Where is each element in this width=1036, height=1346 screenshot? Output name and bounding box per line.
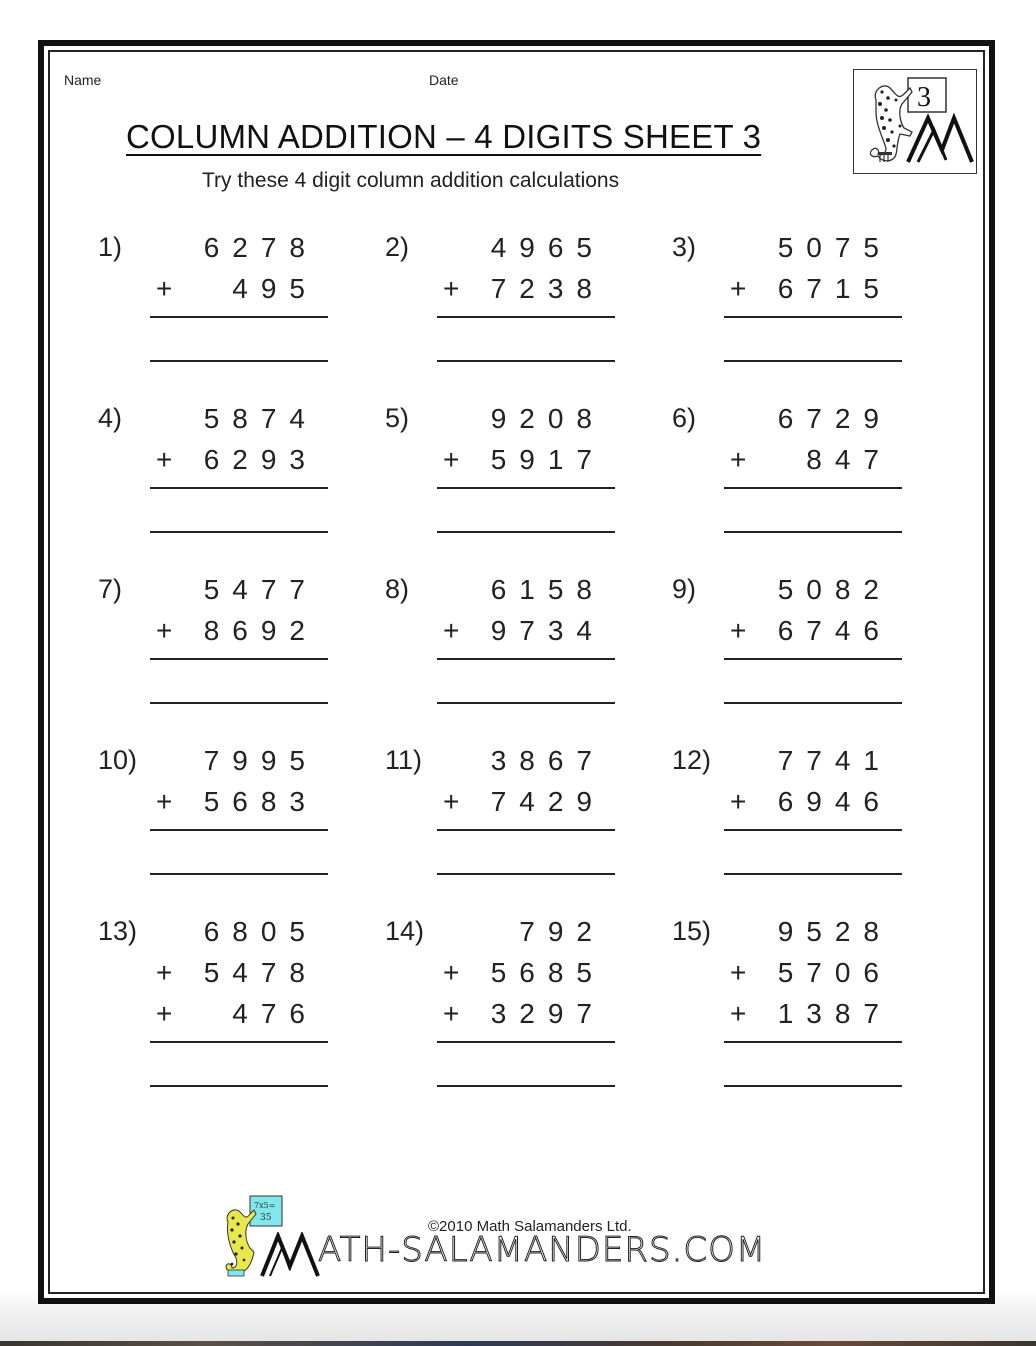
problem-9	[672, 574, 932, 734]
sheet-number: 3	[917, 82, 931, 113]
sum-rule	[724, 1041, 902, 1043]
plus-sign: +	[730, 957, 747, 988]
plus-sign: +	[156, 615, 173, 646]
addend-row-plus	[150, 957, 326, 991]
problem-14	[385, 916, 645, 1076]
worksheet-inner-border	[48, 50, 985, 1294]
addend-row-plus	[724, 273, 900, 307]
sum-rule	[437, 316, 615, 318]
addend-value: 6746	[777, 615, 892, 646]
answer-line[interactable]	[724, 702, 902, 704]
problem-10	[98, 745, 358, 905]
answer-line[interactable]	[150, 873, 328, 875]
addend-row-plus	[150, 786, 326, 820]
addend-value: 9528	[777, 916, 892, 947]
problem-number: 11)	[385, 745, 423, 775]
addend-row	[150, 745, 326, 779]
sum-rule	[150, 829, 328, 831]
plus-sign: +	[443, 273, 460, 304]
addend-row	[150, 574, 326, 608]
addend-value: 3297	[490, 998, 605, 1029]
page-subtitle: Try these 4 digit column addition calculations	[202, 169, 620, 192]
problem-number: 4)	[98, 403, 123, 433]
copyright-text: ©2010 Math Salamanders Ltd.	[428, 1218, 632, 1235]
sum-rule	[437, 1041, 615, 1043]
addend-row-plus	[724, 615, 900, 649]
addend-row-plus	[437, 444, 613, 478]
plus-sign: +	[730, 998, 747, 1029]
problem-number: 10)	[98, 745, 138, 775]
addend-value: 4965	[490, 232, 605, 263]
problem-12	[672, 745, 932, 905]
addend-value: 8692	[203, 615, 318, 646]
addend-row	[724, 232, 900, 266]
problem-13	[98, 916, 358, 1076]
addend-value: 7741	[777, 745, 892, 776]
answer-line[interactable]	[437, 873, 615, 875]
sum-rule	[437, 829, 615, 831]
addend-row-plus	[437, 273, 613, 307]
problem-number: 9)	[672, 574, 697, 604]
sum-rule	[150, 487, 328, 489]
addend-row	[150, 916, 326, 950]
addend-row-plus	[150, 273, 326, 307]
addend-value: 7238	[490, 273, 605, 304]
plus-sign: +	[730, 786, 747, 817]
salamander-easel-icon	[854, 70, 976, 173]
addend-row-plus	[437, 998, 613, 1032]
problem-3	[672, 232, 932, 392]
plus-sign: +	[730, 273, 747, 304]
plus-sign: +	[443, 957, 460, 988]
sheet-number-logo	[853, 69, 977, 174]
addend-value: 847	[806, 444, 892, 475]
problem-number: 6)	[672, 403, 697, 433]
addend-value: 5477	[203, 574, 318, 605]
problem-number: 8)	[385, 574, 410, 604]
addend-value: 5874	[203, 403, 318, 434]
addend-row	[150, 403, 326, 437]
addend-row-plus	[437, 615, 613, 649]
page-title: COLUMN ADDITION – 4 DIGITS SHEET 3	[126, 118, 762, 155]
sum-rule	[150, 316, 328, 318]
addend-value: 5683	[203, 786, 318, 817]
addend-value: 5685	[490, 957, 605, 988]
background-strip	[0, 1341, 1036, 1346]
addend-row	[437, 574, 613, 608]
plus-sign: +	[156, 786, 173, 817]
addend-row-plus	[150, 998, 326, 1032]
addend-row-plus	[724, 444, 900, 478]
brand-m-letter-icon	[260, 1232, 320, 1278]
addend-row-plus	[150, 615, 326, 649]
addend-row	[724, 403, 900, 437]
problem-number: 3)	[672, 232, 697, 262]
plus-sign: +	[443, 615, 460, 646]
addend-row-plus	[437, 786, 613, 820]
date-label: Date	[429, 72, 459, 88]
addend-value: 5917	[490, 444, 605, 475]
addend-value: 476	[232, 998, 318, 1029]
plus-sign: +	[730, 444, 747, 475]
answer-line[interactable]	[724, 531, 902, 533]
problem-number: 1)	[98, 232, 123, 262]
addend-row-plus	[724, 786, 900, 820]
addend-value: 6293	[203, 444, 318, 475]
addend-row-plus	[724, 957, 900, 991]
problem-1	[98, 232, 358, 392]
sum-rule	[724, 829, 902, 831]
plus-sign: +	[443, 786, 460, 817]
answer-line[interactable]	[724, 1085, 902, 1087]
addend-row	[724, 745, 900, 779]
addend-value: 9208	[490, 403, 605, 434]
answer-line[interactable]	[150, 702, 328, 704]
sum-rule	[437, 658, 615, 660]
addend-value: 3867	[490, 745, 605, 776]
addend-value: 1387	[777, 998, 892, 1029]
addend-row-plus	[437, 957, 613, 991]
problem-8	[385, 574, 645, 734]
addend-row	[150, 232, 326, 266]
addend-value: 7995	[203, 745, 318, 776]
plus-sign: +	[156, 273, 173, 304]
problem-2	[385, 232, 645, 392]
problem-7	[98, 574, 358, 734]
plus-sign: +	[730, 615, 747, 646]
problem-number: 5)	[385, 403, 410, 433]
worksheet-border	[38, 40, 995, 1304]
addend-value: 495	[232, 273, 318, 304]
problem-5	[385, 403, 645, 563]
brand-wordmark: ATH-SALAMANDERS.COM	[318, 1230, 767, 1270]
problem-number: 12)	[672, 745, 712, 775]
addend-row	[437, 916, 613, 950]
answer-line[interactable]	[437, 702, 615, 704]
addend-value: 7429	[490, 786, 605, 817]
sum-rule	[724, 658, 902, 660]
problem-6	[672, 403, 932, 563]
problem-11	[385, 745, 645, 905]
answer-line[interactable]	[724, 360, 902, 362]
addend-row	[724, 574, 900, 608]
answer-line[interactable]	[437, 531, 615, 533]
addend-value: 6715	[777, 273, 892, 304]
addend-value: 5082	[777, 574, 892, 605]
addend-row-plus	[724, 998, 900, 1032]
answer-line[interactable]	[150, 531, 328, 533]
plus-sign: +	[443, 444, 460, 475]
problem-number: 15)	[672, 916, 712, 946]
sum-rule	[150, 658, 328, 660]
addend-value: 6158	[490, 574, 605, 605]
addend-row	[437, 232, 613, 266]
problem-number: 14)	[385, 916, 425, 946]
sum-rule	[150, 1041, 328, 1043]
addend-row	[724, 916, 900, 950]
addend-value: 5075	[777, 232, 892, 263]
addend-value: 6729	[777, 403, 892, 434]
plus-sign: +	[156, 998, 173, 1029]
plus-sign: +	[443, 998, 460, 1029]
addend-row	[437, 403, 613, 437]
addend-value: 6278	[203, 232, 318, 263]
problem-15	[672, 916, 932, 1076]
addend-value: 5706	[777, 957, 892, 988]
sum-rule	[437, 487, 615, 489]
addend-row-plus	[150, 444, 326, 478]
answer-line[interactable]	[150, 360, 328, 362]
problem-number: 2)	[385, 232, 410, 262]
plus-sign: +	[156, 444, 173, 475]
addend-value: 6946	[777, 786, 892, 817]
answer-line[interactable]	[437, 1085, 615, 1087]
sum-rule	[724, 316, 902, 318]
addend-value: 5478	[203, 957, 318, 988]
addend-value: 792	[519, 916, 605, 947]
name-label: Name	[64, 72, 102, 88]
sum-rule	[724, 487, 902, 489]
addend-row	[437, 745, 613, 779]
answer-line[interactable]	[724, 873, 902, 875]
problem-number: 13)	[98, 916, 138, 946]
problem-4	[98, 403, 358, 563]
plus-sign: +	[156, 957, 173, 988]
easel-text-top: 7x5=	[254, 1201, 276, 1210]
answer-line[interactable]	[150, 1085, 328, 1087]
answer-line[interactable]	[437, 360, 615, 362]
addend-value: 6805	[203, 916, 318, 947]
problem-number: 7)	[98, 574, 123, 604]
addend-value: 9734	[490, 615, 605, 646]
easel-text-bottom: 35	[260, 1213, 272, 1223]
